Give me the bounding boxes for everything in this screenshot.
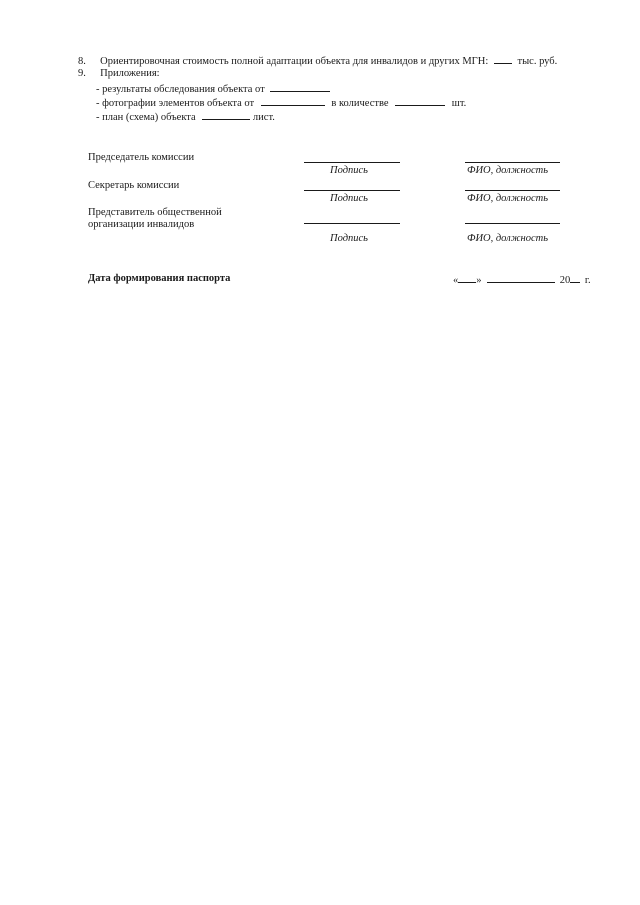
item-8-unit: тыс. руб.	[517, 56, 558, 67]
attachment-plan-text: - план (схема) объекта	[96, 112, 196, 123]
representative-label-line1: Представитель общественной	[88, 207, 222, 218]
representative-label-line2: организации инвалидов	[88, 219, 195, 230]
secretary-label: Секретарь комиссии	[88, 180, 180, 191]
attachment-results-date-blank	[270, 82, 330, 92]
date-label: Дата формирования паспорта	[88, 273, 231, 284]
secretary-name-line	[465, 190, 560, 191]
item-9-title	[78, 68, 160, 80]
attachment-photos-count-label: в количестве	[331, 98, 389, 109]
attachment-plan-count-blank	[202, 110, 250, 120]
chairman-label: Председатель комиссии	[88, 152, 195, 163]
representative-name-caption: ФИО, должность	[467, 233, 548, 244]
attachment-results-text: - результаты обследования объекта от	[96, 84, 265, 95]
chairman-signature-line	[304, 162, 400, 163]
item-9-title-text: Приложения:	[100, 68, 160, 79]
attachment-plan	[96, 110, 275, 124]
date-close-quote: »	[476, 275, 482, 286]
item-8-text: Ориентировочная стоимость полной адаптации объекта для инвалидов и других МГН:	[100, 56, 489, 67]
item-9-number: 9.	[78, 68, 86, 79]
attachment-plan-unit: лист.	[252, 112, 275, 123]
attachment-photos-count-blank	[395, 96, 445, 106]
date-field	[453, 273, 591, 287]
date-month-blank	[487, 273, 555, 283]
item-8-cost-blank	[494, 54, 512, 64]
chairman-name-line	[465, 162, 560, 163]
representative-signature-line	[304, 223, 400, 224]
secretary-signature-line	[304, 190, 400, 191]
representative-signature-caption: Подпись	[330, 233, 368, 244]
item-8-number: 8.	[78, 56, 86, 67]
date-year-prefix: 20	[559, 275, 571, 286]
attachment-photos	[96, 96, 466, 110]
item-8	[78, 54, 557, 68]
attachment-photos-unit: шт.	[451, 98, 467, 109]
chairman-signature-caption: Подпись	[330, 165, 368, 176]
attachment-photos-text: - фотографии элементов объекта от	[96, 98, 255, 109]
date-year-blank	[570, 273, 580, 283]
date-day-blank	[458, 273, 476, 283]
attachment-results	[96, 82, 330, 96]
date-year-suffix: г.	[584, 275, 591, 286]
chairman-name-caption: ФИО, должность	[467, 165, 548, 176]
secretary-name-caption: ФИО, должность	[467, 193, 548, 204]
representative-name-line	[465, 223, 560, 224]
secretary-signature-caption: Подпись	[330, 193, 368, 204]
date-open-quote: «	[453, 275, 459, 286]
attachment-photos-date-blank	[261, 96, 325, 106]
